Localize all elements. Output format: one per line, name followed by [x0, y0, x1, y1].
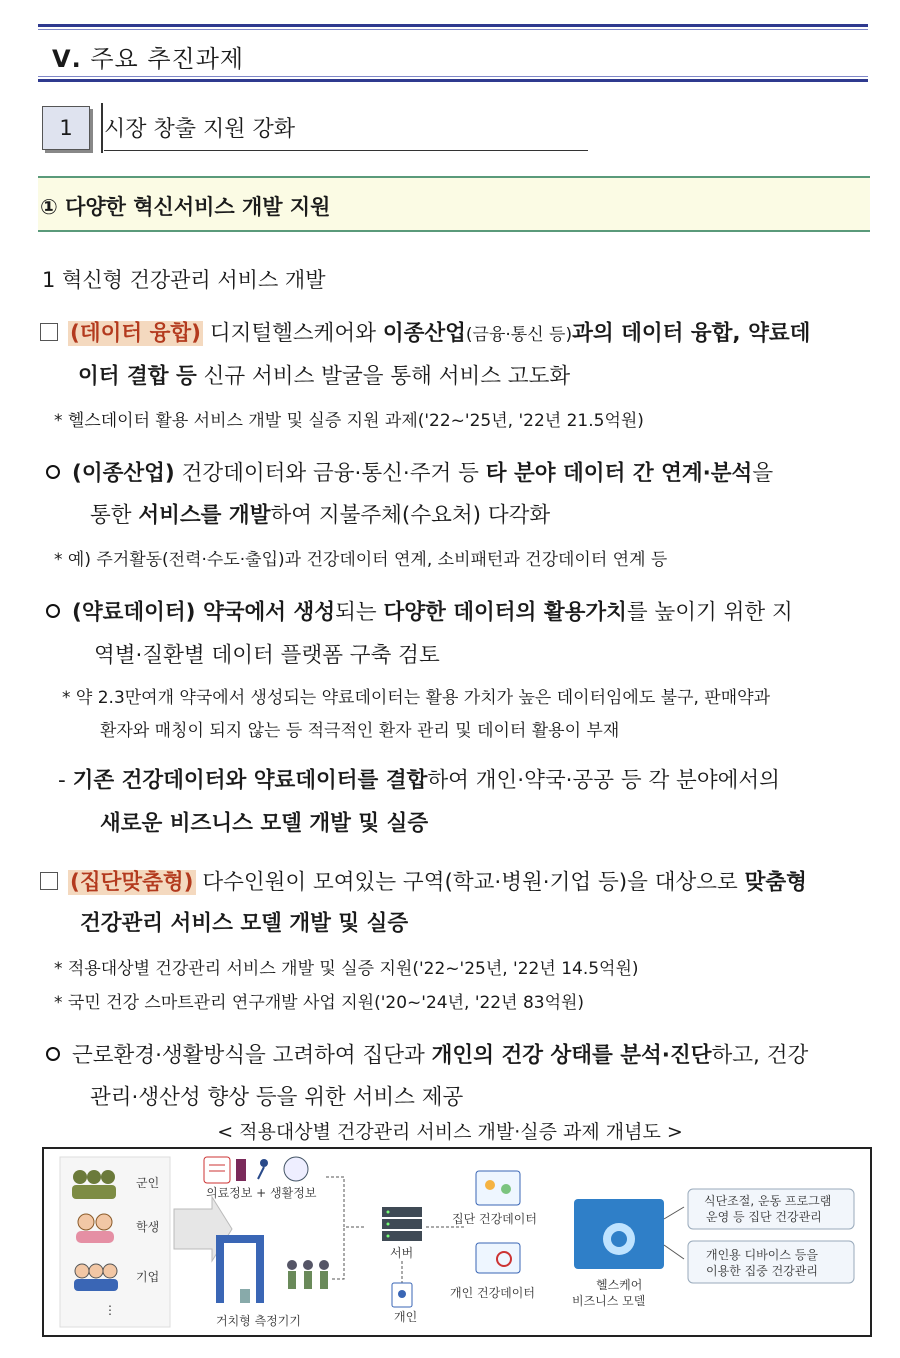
- highlight-label: (집단맞춤형): [70, 870, 194, 895]
- personal-device-icon: [392, 1283, 412, 1307]
- section-divider: [101, 103, 103, 153]
- dash-item-line-1: [58, 763, 780, 794]
- section-title: 시장 창출 지원 강화: [104, 117, 295, 142]
- personal-data-label: 개인 건강데이터: [450, 1286, 535, 1300]
- connector-line: [664, 1245, 684, 1259]
- medical-info-icon: [204, 1157, 230, 1183]
- text-span: 을: [752, 461, 774, 486]
- connector-line: [664, 1207, 684, 1219]
- group-data-label: 집단 건강데이터: [452, 1212, 537, 1226]
- device-label: 거치형 측정기기: [216, 1314, 301, 1328]
- circle-bullet-icon: [46, 604, 60, 618]
- box-item-1-line-1: [40, 316, 810, 347]
- text-span: 하여 지불주체(수요처) 다각화: [270, 503, 551, 528]
- group-label-student: 학생: [136, 1220, 160, 1234]
- text-span: 하여 개인·약국·공공 등 각 분야에서의: [427, 768, 780, 793]
- note-2: * 예) 주거활동(전력·수도·출입)과 건강데이터 연계, 소비패턴과 건강데이터 연계 등: [54, 550, 668, 570]
- chapter-title: [52, 39, 244, 74]
- bold-span: 개인의 건강 상태를 분석·진단: [431, 1043, 712, 1068]
- bold-span: 과의 데이터 융합, 약료데: [572, 321, 811, 346]
- box-item-1-line-2: [78, 359, 570, 390]
- dash-item-line-2: 새로운 비즈니스 모델 개발 및 실증: [100, 811, 429, 836]
- business-label-1: 헬스케어: [596, 1278, 643, 1292]
- bold-span: 기존 건강데이터와 약료데이터를 결합: [72, 768, 428, 793]
- activity-icon: [236, 1159, 268, 1181]
- section-underline: [104, 150, 588, 151]
- item-title: 1 혁신형 건강관리 서비스 개발: [42, 268, 326, 292]
- output-group-line-1: 식단조절, 운동 프로그램: [704, 1194, 832, 1208]
- text-span: -: [58, 768, 73, 793]
- circle-item-2-line-1: [46, 595, 793, 626]
- note-3-line-2: 환자와 매칭이 되지 않는 등 적극적인 환자 관리 및 데이터 활용이 부재: [100, 721, 620, 741]
- note-1: * 헬스데이터 활용 서비스 개발 및 실증 지원 과제('22~'25년, '22년 21.5억원): [54, 411, 644, 431]
- text-span: 하고, 건강: [711, 1043, 809, 1068]
- bold-span: 다양한 데이터의 활용가치: [383, 600, 627, 625]
- chapter-header: [38, 24, 868, 82]
- text-span: 되는: [335, 600, 384, 625]
- concept-diagram-svg: [44, 1149, 870, 1335]
- measurement-device-icon: [216, 1235, 264, 1303]
- square-bullet-icon: [40, 323, 58, 341]
- bold-span: 서비스를 개발: [138, 503, 271, 528]
- bold-span: 맞춤형: [744, 870, 807, 895]
- text-span: 디지털헬스케어와: [202, 321, 383, 346]
- text-span: (금융·통신 등): [465, 325, 573, 345]
- server-label: 서버: [390, 1246, 414, 1260]
- person-check-icon: [284, 1157, 308, 1181]
- text-span: 를 높이기 위한 지: [626, 600, 793, 625]
- personal-label: 개인: [394, 1310, 418, 1324]
- chapter-title-text: 주요 추진과제: [90, 45, 245, 73]
- group-label-company: 기업: [136, 1270, 160, 1284]
- concept-diagram: [42, 1147, 872, 1337]
- text-span: 근로환경·생활방식을 고려하여 집단과: [72, 1043, 432, 1068]
- personal-data-icon: [476, 1243, 520, 1273]
- business-label-2: 비즈니스 모델: [572, 1294, 646, 1308]
- text-span: 통한: [90, 503, 139, 528]
- circle-bullet-icon: [46, 465, 60, 479]
- bold-span: (이종산업): [72, 461, 175, 486]
- chapter-number: Ⅴ.: [52, 45, 82, 73]
- subsection-band: [38, 176, 870, 232]
- subsection-title: ① 다양한 혁신서비스 개발 지원: [40, 195, 331, 219]
- worker-icon: [74, 1264, 118, 1291]
- note-5: * 국민 건강 스마트관리 연구개발 사업 지원('20~'24년, '22년 83억원): [54, 993, 585, 1013]
- circle-item-3-line-2: 관리·생산성 향상 등을 위한 서비스 제공: [90, 1085, 464, 1110]
- connector-line: [326, 1177, 364, 1227]
- section-number: 1: [42, 106, 90, 150]
- server-icon: [382, 1207, 422, 1241]
- circle-item-3-line-1: [46, 1038, 808, 1069]
- group-label-more: ⋮: [104, 1303, 116, 1317]
- text-span: 다수인원이 모여있는 구역(학교·병원·기업 등)을 대상으로: [195, 870, 745, 895]
- circle-item-1-line-2: [90, 498, 550, 529]
- text-span: 신규 서비스 발굴을 통해 서비스 고도화: [196, 364, 571, 389]
- output-personal-line-1: 개인용 디바이스 등을: [706, 1248, 818, 1262]
- bold-span: 이종산업: [382, 321, 466, 346]
- square-bullet-icon: [40, 872, 58, 890]
- info-label: 의료정보 + 생활정보: [206, 1186, 317, 1200]
- bold-span: 타 분야 데이터 간 연계·분석: [485, 461, 753, 486]
- highlight-label: (데이터 융합): [70, 321, 201, 346]
- output-personal-line-2: 이용한 집중 건강관리: [706, 1264, 818, 1278]
- output-group-line-2: 운영 등 집단 건강관리: [706, 1210, 822, 1224]
- bold-span: (약료데이터) 약국에서 생성: [72, 600, 336, 625]
- group-data-icon: [476, 1171, 520, 1205]
- connector-line: [332, 1227, 344, 1279]
- text-span: 건강데이터와 금융·통신·주거 등: [174, 461, 486, 486]
- people-icon: [287, 1260, 329, 1289]
- circle-bullet-icon: [46, 1047, 60, 1061]
- note-4: * 적용대상별 건강관리 서비스 개발 및 실증 지원('22~'25년, '22년 14.5억원): [54, 959, 639, 979]
- healthcare-business-icon: [574, 1199, 664, 1269]
- circle-item-2-line-2: 역별·질환별 데이터 플랫폼 구축 검토: [94, 643, 440, 668]
- box-item-2-line-2: 건강관리 서비스 모델 개발 및 실증: [80, 911, 409, 936]
- box-item-2-line-1: [40, 865, 807, 896]
- bold-span: 이터 결합 등: [78, 364, 197, 389]
- diagram-caption: < 적용대상별 건강관리 서비스 개발·실증 과제 개념도 >: [217, 1121, 683, 1143]
- group-label-soldier: 군인: [136, 1176, 160, 1190]
- note-3-line-1: * 약 2.3만여개 약국에서 생성되는 약료데이터는 활용 가치가 높은 데이터임에도 불구, 판매약과: [62, 688, 770, 708]
- circle-item-1-line-1: [46, 456, 773, 487]
